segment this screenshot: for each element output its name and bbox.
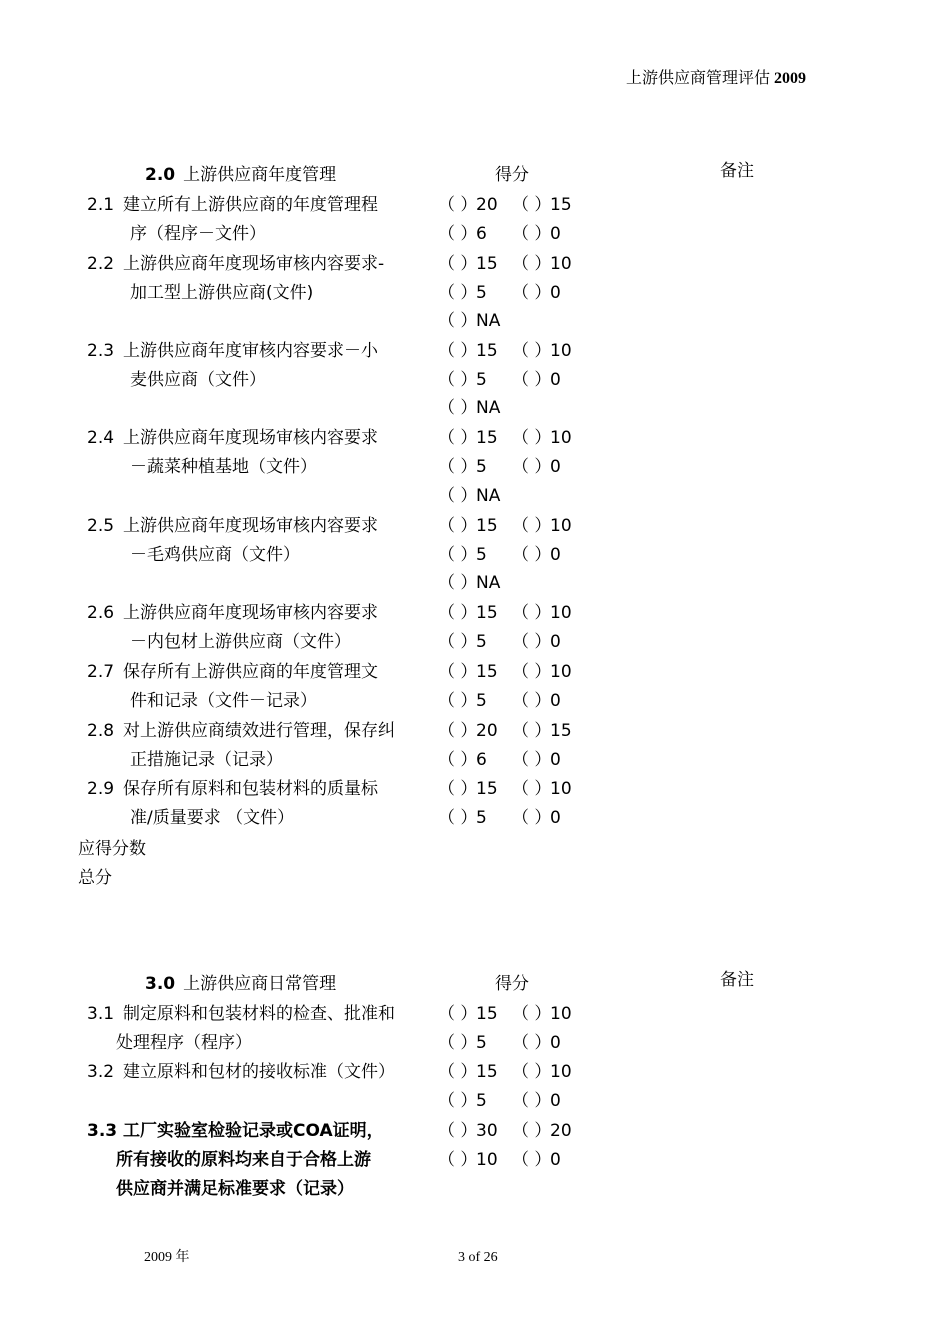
item-text: 处理程序（程序） xyxy=(116,1033,252,1053)
score-option-row[interactable]: （ ）15 （ ）10 xyxy=(438,603,572,623)
score-option-row[interactable]: （ ）15 （ ）10 xyxy=(438,1062,572,1082)
item-text: 上游供应商年度现场审核内容要求 xyxy=(123,603,378,623)
item-text: 保存所有上游供应商的年度管理文 xyxy=(123,662,378,682)
item-text: 上游供应商年度审核内容要求－小 xyxy=(123,341,378,361)
section-3-score-header: 得分 xyxy=(495,974,529,994)
item-text: 上游供应商年度现场审核内容要求 xyxy=(123,516,378,536)
score-option-row[interactable]: （ ）5 （ ）0 xyxy=(438,545,561,565)
score-option-row[interactable]: （ ）5 （ ）0 xyxy=(438,283,561,303)
item-number: 2.8 xyxy=(87,721,115,741)
score-option-row[interactable]: （ ）20 （ ）15 xyxy=(438,195,572,215)
item-number: 2.5 xyxy=(87,516,115,536)
item-text: 麦供应商（文件） xyxy=(130,370,266,390)
expected-score-label: 应得分数 xyxy=(78,839,146,859)
item-text: 对上游供应商绩效进行管理，保存纠 xyxy=(123,721,395,741)
item-number: 3.3 xyxy=(87,1121,118,1141)
footer-year: 2009 年 xyxy=(144,1250,190,1265)
score-option-row[interactable]: （ ）5 （ ）0 xyxy=(438,691,561,711)
header-title: 上游供应商管理评估 xyxy=(625,70,770,87)
item-text: 上游供应商年度现场审核内容要求 xyxy=(123,428,378,448)
item-text: 供应商并满足标准要求（记录） xyxy=(116,1179,354,1199)
item-text: －毛鸡供应商（文件） xyxy=(130,545,300,565)
section-2-title-text: 上游供应商年度管理 xyxy=(183,165,337,185)
item-text: 制定原料和包装材料的检查、批准和 xyxy=(123,1004,395,1024)
footer-page-number: 3 of 26 xyxy=(458,1250,498,1265)
item-text: 保存所有原料和包装材料的质量标 xyxy=(123,779,378,799)
score-option-row[interactable]: （ ）15 （ ）10 xyxy=(438,1004,572,1024)
item-text: 件和记录（文件－记录） xyxy=(130,691,317,711)
document-header xyxy=(626,71,806,87)
section-3-title-text: 上游供应商日常管理 xyxy=(183,974,337,994)
section-2-note-header: 备注 xyxy=(720,161,754,181)
score-option-row[interactable]: （ ）30 （ ）20 xyxy=(438,1121,572,1141)
score-option-row[interactable]: （ ）5 （ ）0 xyxy=(438,370,561,390)
item-text: 建立原料和包材的接收标准（文件） xyxy=(123,1062,395,1082)
score-option-na[interactable]: （ ）NA xyxy=(438,486,501,506)
item-number: 2.2 xyxy=(87,254,115,274)
item-text: 加工型上游供应商(文件) xyxy=(130,283,314,303)
score-option-na[interactable]: （ ）NA xyxy=(438,311,501,331)
score-option-row[interactable]: （ ）5 （ ）0 xyxy=(438,808,561,828)
item-number: 3.2 xyxy=(87,1062,115,1082)
item-number: 2.9 xyxy=(87,779,115,799)
item-number: 3.1 xyxy=(87,1004,115,1024)
score-option-row[interactable]: （ ）10 （ ）0 xyxy=(438,1150,561,1170)
item-number: 2.6 xyxy=(87,603,115,623)
section-2-title xyxy=(145,167,336,184)
item-number: 2.3 xyxy=(87,341,115,361)
score-option-row[interactable]: （ ）5 （ ）0 xyxy=(438,457,561,477)
score-option-row[interactable]: （ ）5 （ ）0 xyxy=(438,632,561,652)
item-text: 工厂实验室检验记录或COA证明， xyxy=(123,1121,384,1141)
score-option-row[interactable]: （ ）15 （ ）10 xyxy=(438,779,572,799)
score-option-row[interactable]: （ ）20 （ ）15 xyxy=(438,721,572,741)
section-3-title xyxy=(145,976,336,993)
score-option-row[interactable]: （ ）6 （ ）0 xyxy=(438,750,561,770)
section-3-note-header: 备注 xyxy=(720,970,754,990)
section-2-score-header: 得分 xyxy=(495,165,529,185)
item-number: 2.7 xyxy=(87,662,115,682)
item-text: 序（程序－文件） xyxy=(130,224,266,244)
item-text: 建立所有上游供应商的年度管理程 xyxy=(123,195,378,215)
score-option-na[interactable]: （ ）NA xyxy=(438,573,501,593)
score-option-row[interactable]: （ ）6 （ ）0 xyxy=(438,224,561,244)
item-number: 2.4 xyxy=(87,428,115,448)
score-option-na[interactable]: （ ）NA xyxy=(438,398,501,418)
header-year: 2009 xyxy=(774,70,806,87)
total-score-label: 总分 xyxy=(78,868,112,888)
item-text: 准/质量要求 （文件） xyxy=(130,808,295,828)
item-text: 上游供应商年度现场审核内容要求- xyxy=(123,254,385,274)
score-option-row[interactable]: （ ）15 （ ）10 xyxy=(438,341,572,361)
score-option-row[interactable]: （ ）15 （ ）10 xyxy=(438,662,572,682)
section-2-number: 2.0 xyxy=(145,165,176,185)
section-3-number: 3.0 xyxy=(145,974,176,994)
item-text: 正措施记录（记录） xyxy=(130,750,283,770)
item-text: －内包材上游供应商（文件） xyxy=(130,632,351,652)
score-option-row[interactable]: （ ）15 （ ）10 xyxy=(438,516,572,536)
item-text: 所有接收的原料均来自于合格上游 xyxy=(116,1150,371,1170)
item-number: 2.1 xyxy=(87,195,115,215)
score-option-row[interactable]: （ ）15 （ ）10 xyxy=(438,254,572,274)
item-text: －蔬菜种植基地（文件） xyxy=(130,457,317,477)
score-option-row[interactable]: （ ）15 （ ）10 xyxy=(438,428,572,448)
score-option-row[interactable]: （ ）5 （ ）0 xyxy=(438,1091,561,1111)
score-option-row[interactable]: （ ）5 （ ）0 xyxy=(438,1033,561,1053)
